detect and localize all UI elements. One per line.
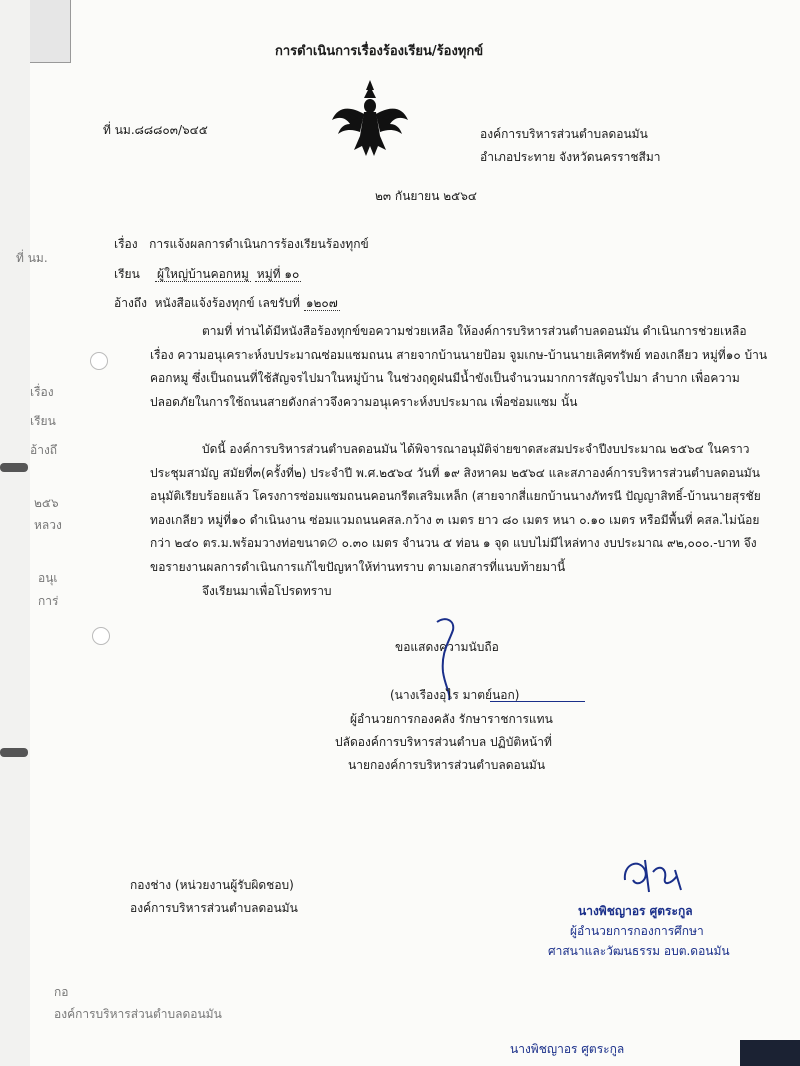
reference-label: อ้างถึง: [114, 296, 147, 310]
recipient-village: หมู่ที่ ๑๐: [256, 267, 300, 281]
regards-text: ขอแสดงความนับถือ: [395, 640, 499, 654]
certifier-name: นางพิชญาอร ศูตระกูล: [578, 904, 693, 918]
binder-hole-icon: [90, 352, 108, 370]
subject-label: เรื่อง: [114, 237, 138, 251]
recipient-name: ผู้ใหญ่บ้านคอกหมู: [157, 267, 249, 281]
bleed-text: เรื่อง: [30, 385, 54, 399]
certification-signature-icon: [615, 850, 695, 900]
bleed-text: การ่: [38, 594, 59, 608]
reference-row: [114, 294, 340, 313]
signer-name: (นางเรืองอุไร มาตย์นอก): [390, 688, 520, 702]
dark-corner: [740, 1040, 800, 1066]
document-heading: การดำเนินการเรื่องร้องเรียน/ร้องทุกข์: [275, 44, 484, 59]
document-date: ๒๓ กันยายน ๒๕๖๔: [375, 189, 477, 203]
bleed-text: ที่ นม.: [16, 251, 48, 265]
signature-underline: [490, 701, 585, 702]
org-address: อำเภอประทาย จังหวัดนครราชสีมา: [480, 150, 661, 164]
bleed-text: อ้างถึ: [30, 443, 58, 457]
certifier-title-1: ผู้อำนวยการกองการศึกษา: [570, 924, 704, 938]
dept-line-1: กองช่าง (หน่วยงานผู้รับผิดชอบ): [130, 878, 294, 892]
document-number: ที่ นม.๘๘๘๐๓/๖๔๕: [103, 123, 208, 137]
org-name: องค์การบริหารส่วนตำบลดอนมัน: [480, 127, 648, 141]
bleed-text: องค์การบริหารส่วนตำบลดอนมัน: [54, 1007, 222, 1021]
signer-title-3: นายกองค์การบริหารส่วนตำบลดอนมัน: [348, 758, 546, 772]
recipient-label: เรียน: [114, 267, 140, 281]
binder-clip-icon: [0, 748, 28, 757]
bleed-text: อนุเ: [38, 571, 58, 585]
bleed-text: หลวง: [34, 518, 62, 532]
binder-clip-icon: [0, 463, 28, 472]
letter-page: [16, 0, 800, 1066]
subject-text: การแจ้งผลการดำเนินการร้องเรียนร้องทุกข์: [149, 237, 369, 251]
closing-line: จึงเรียนมาเพื่อโปรดทราบ: [202, 584, 332, 598]
bleed-text: กอ: [54, 985, 69, 999]
binder-hole-icon: [92, 627, 110, 645]
reference-text: หนังสือแจ้งร้องทุกข์ เลขรับที่: [154, 296, 301, 310]
body-paragraph-1: ตามที่ ท่านได้มีหนังสือร้องทุกข์ขอความช่วยเหลือ ให้องค์การบริหารส่วนตำบลดอนมัน ดำเนินการช่วยเหลือ เรื่อง ความอนุเคราะห์งบประมาณซ่อมแซมถนน สายจากบ้านนายป้อม จูมเกษ-บ้านนายเลิศทรัพย์ ทองเกลียว หมู่ที่๑๐ บ้านคอกหมู ซึ่งเป็นถนนที่ใช้สัญจรไปมาในหมู่บ้าน ในช่วงฤดูฝนมีน้ำขังเป็นจำนวนมากการสัญจรไปมา ลำบาก เพื่อความปลอดภัยในการใช้ถนนสายดังกล่าวจึงความอนุเคราะห์งบประมาณ เพื่อซ่อมแซม นั้น: [150, 324, 768, 409]
bleed-text: เรียน: [30, 414, 56, 428]
dept-line-2: องค์การบริหารส่วนตำบลดอนมัน: [130, 901, 298, 915]
bottom-stamp-name: นางพิชญาอร ศูตระกูล: [510, 1042, 625, 1056]
signer-title-1: ผู้อำนวยการกองคลัง รักษาราชการแทน: [350, 712, 553, 726]
recipient-row: [114, 265, 301, 284]
certifier-title-2: ศาสนาและวัฒนธรรม อบต.ดอนมัน: [548, 944, 730, 958]
bleed-text: ๒๕๖: [34, 496, 59, 510]
signer-title-2: ปลัดองค์การบริหารส่วนตำบล ปฏิบัติหน้าที่: [335, 735, 552, 749]
body-paragraph-2: บัดนี้ องค์การบริหารส่วนตำบลดอนมัน ได้พิจารณาอนุมัติจ่ายขาดสะสมประจำปีงบประมาณ ๒๕๖๔ ในคราวประชุมสามัญ สมัยที่๓(ครั้งที่๒) ประจำปี พ.ศ.๒๕๖๔ วันที่ ๑๙ สิงหาคม ๒๕๖๔ และสภาองค์การบริหารส่วนตำบลดอนมันอนุมัติเรียบร้อยแล้ว โครงการซ่อมแซมถนนคอนกรีตเสริมเหล็ก (สายจากสี่แยกบ้านนางภัทรนี ปัญญาสิทธิ์-บ้านนายสุรชัย ทองเกลียว หมู่ที่๑๐ ดำเนินงาน ซ่อมแวมถนนคสล.กว้าง ๓ เมตร ยาว ๘๐ เมตร หนา ๐.๑๐ เมตร หรือมีพื้นที่ คสล.ไม่น้อยกว่า ๒๔๐ ตร.ม.พร้อมวางท่อขนาด∅ ๐.๓๐ เมตร จำนวน ๕ ท่อน ๑ จุด แบบไม่มีไหล่ทาง งบประมาณ ๙๒,๐๐๐.-บาท จึงขอรายงานผลการดำเนินการแก้ไขปัญหาให้ท่านทราบ ตามเอกสารที่แนบท้ายมานี้: [150, 442, 761, 574]
garuda-emblem-icon: [330, 76, 410, 158]
subject-row: [114, 235, 369, 254]
corner-stamp: [30, 0, 71, 63]
reference-number: ๑๒๐๗: [305, 296, 338, 310]
